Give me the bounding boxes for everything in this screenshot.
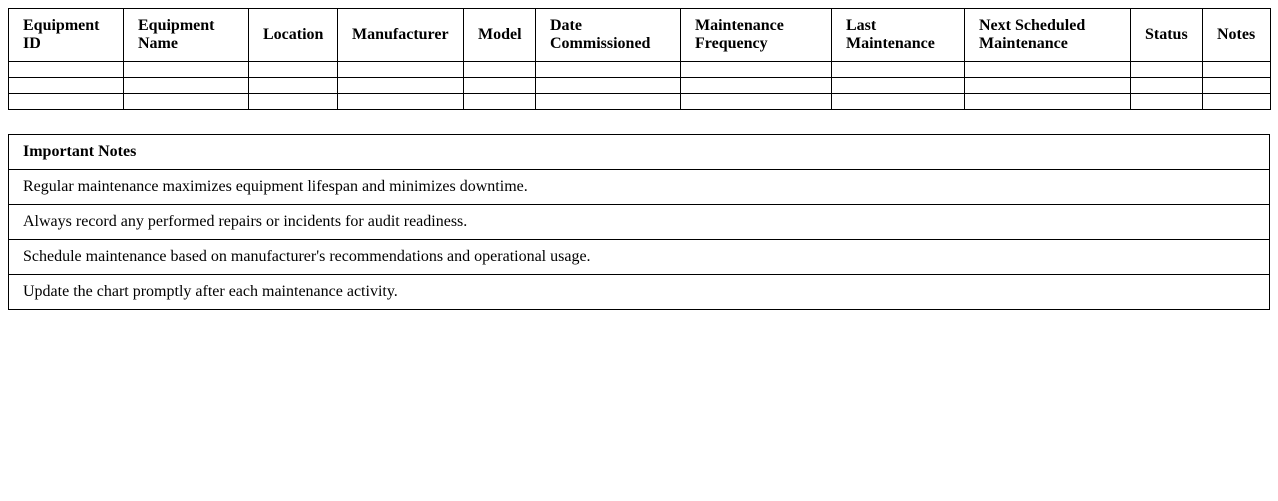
table-cell[interactable] <box>1131 78 1203 94</box>
note-text: Regular maintenance maximizes equipment lifespan and minimizes downtime. <box>9 170 1270 205</box>
table-cell[interactable] <box>681 62 832 78</box>
table-cell[interactable] <box>464 62 536 78</box>
document-body <box>8 8 1270 310</box>
table-cell[interactable] <box>249 78 338 94</box>
table-cell[interactable] <box>9 94 124 110</box>
table-cell[interactable] <box>249 94 338 110</box>
note-text: Update the chart promptly after each maintenance activity. <box>9 275 1270 310</box>
table-cell[interactable] <box>965 78 1131 94</box>
header-status: Status <box>1131 9 1203 62</box>
table-row <box>9 62 1271 78</box>
list-item <box>9 240 1270 275</box>
table-cell[interactable] <box>249 62 338 78</box>
table-cell[interactable] <box>536 78 681 94</box>
table-cell[interactable] <box>681 78 832 94</box>
table-cell[interactable] <box>832 78 965 94</box>
table-cell[interactable] <box>124 94 249 110</box>
table-cell[interactable] <box>536 62 681 78</box>
table-cell[interactable] <box>1131 94 1203 110</box>
table-row <box>9 78 1271 94</box>
table-cell[interactable] <box>464 78 536 94</box>
list-item <box>9 170 1270 205</box>
table-cell[interactable] <box>832 94 965 110</box>
table-cell[interactable] <box>1203 94 1271 110</box>
header-next-scheduled-maintenance: Next Scheduled Maintenance <box>965 9 1131 62</box>
equipment-maintenance-table <box>8 8 1271 110</box>
table-cell[interactable] <box>536 94 681 110</box>
header-equipment-name: Equipment Name <box>124 9 249 62</box>
header-last-maintenance: Last Maintenance <box>832 9 965 62</box>
table-cell[interactable] <box>338 94 464 110</box>
list-item <box>9 205 1270 240</box>
header-equipment-id: Equipment ID <box>9 9 124 62</box>
header-date-commissioned: Date Commissioned <box>536 9 681 62</box>
notes-title: Important Notes <box>9 135 1270 170</box>
table-row <box>9 94 1271 110</box>
header-maintenance-frequency: Maintenance Frequency <box>681 9 832 62</box>
header-manufacturer: Manufacturer <box>338 9 464 62</box>
note-text: Always record any performed repairs or incidents for audit readiness. <box>9 205 1270 240</box>
table-cell[interactable] <box>9 62 124 78</box>
notes-header-row <box>9 135 1270 170</box>
table-cell[interactable] <box>124 78 249 94</box>
important-notes-table <box>8 134 1270 310</box>
list-item <box>9 275 1270 310</box>
table-cell[interactable] <box>338 62 464 78</box>
table-cell[interactable] <box>965 62 1131 78</box>
table-cell[interactable] <box>832 62 965 78</box>
table-cell[interactable] <box>1203 62 1271 78</box>
table-cell[interactable] <box>1203 78 1271 94</box>
header-location: Location <box>249 9 338 62</box>
header-model: Model <box>464 9 536 62</box>
note-text: Schedule maintenance based on manufacturer's recommendations and operational usage. <box>9 240 1270 275</box>
table-cell[interactable] <box>9 78 124 94</box>
table-cell[interactable] <box>464 94 536 110</box>
table-cell[interactable] <box>124 62 249 78</box>
table-cell[interactable] <box>965 94 1131 110</box>
table-cell[interactable] <box>1131 62 1203 78</box>
table-cell[interactable] <box>338 78 464 94</box>
table-cell[interactable] <box>681 94 832 110</box>
table-header-row <box>9 9 1271 62</box>
header-notes: Notes <box>1203 9 1271 62</box>
